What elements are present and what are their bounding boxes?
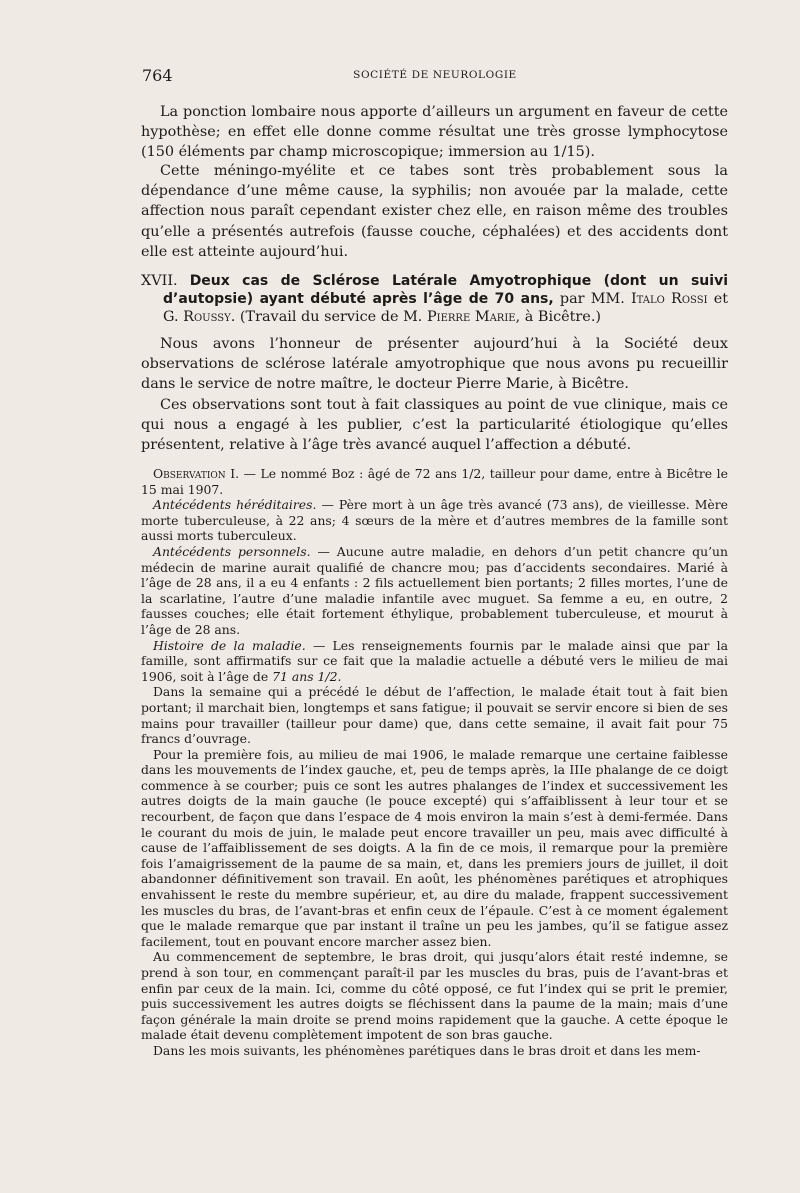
paragraph-lumbar-puncture: La ponction lombaire nous apporte d’ailleurs un argument en faveur de cette hypothèse; en effet elle donne comme résultat une très grosse lymphocytose (150 éléments par champ microscopique; immersion au 1/15). [141, 104, 728, 161]
personal-label: Antécédents personnels. [153, 543, 311, 559]
paragraph-intro: Nous avons l’honneur de présenter aujourd’hui à la Société deux observations de sclérose latérale amyotrophique que nous avons pu recueillir dans le service de notre maître, le docteur Pierre Marie, à Bicêtre. [141, 336, 728, 393]
paragraph-interest: Ces observations sont tout à fait classiques au point de vue clinique, mais ce qui nous a engagé à les publier, c’est la particularité étiologique qu’elles présentent, relative à l’âge très avancé auquel l’affection a débuté. [141, 396, 728, 454]
page-header [142, 66, 728, 88]
author-pierre-marie: Pierre Marie, [426, 309, 521, 325]
author-rossi: Italo Rossi [630, 291, 708, 307]
history-label: Histoire de la maladie. [153, 637, 306, 653]
observation-1: Observation I. — Le nommé Boz : âgé de 72 ans 1/2, tailleur pour dame, entre à Bicêtre le 15 mai 1907. Antécédents héréditaires. — Père mort à un âge très avancé (73 ans), de vieillesse. Mère morte tuberculeuse, à 22 ans; 4 sœurs de la mère et d’autres membres de la famille sont aussi morts tuberculeux. Antécédents personnels. — Aucune autre maladie, en dehors d’un petit chancre qu’un médecin de marine aurait qualifié de chancre mou; pas d’accidents secondaires. Marié à l’âge de 28 ans, il a eu 4 enfants : 2 fils actuellement bien portants; 2 filles mortes, l’une de la scarlatine, l’autre d’une maladie infantile avec muguet. Sa femme a eu, en outre, 2 fausses couches; elle était fortement éthylique, probablement tuberculeuse, et mourut à l’âge de 28 ans. Histoire de la maladie. — Les renseignements fournis par le malade ainsi que par la famille, sont affirmatifs sur ce fait que la maladie actuelle a débuté vers le milieu de mai 1906, soit à l’âge de 71 ans 1/2. Dans la semaine qui a précédé le début de l’affection, le malade était tout à fait bien portant; il marchait bien, longtemps et sans fatigue; il pouvait se servir encore si bien de ses mains pour travailler (tailleur pour dame) que, dans cette semaine, il avait fait pour 75 francs d’ouvrage. Pour la première fois, au milieu de mai 1906, le malade remarque une certaine faiblesse dans les mouvements de l’index gauche, et, peu de temps après, la IIIe phalange de ce doigt commence à se courber; puis ce sont les autres phalanges de l’index et successivement les autres doigts de la main gauche (le pouce excepté) qui s’affaiblissent à leur tour et se recourbent, de façon que dans l’espace de 4 mois environ la main s’est à demi-fermée. Dans le courant du mois de juin, le malade peut encore travailler un peu, mais avec difficulté à cause de l’affaiblissement de ses doigts. A la fin de ce mois, il remarque pour la première fois l’amaigrissement de la paume de sa main, et, dans les premiers jours de juillet, il doit abandonner définitivement son travail. En août, les phénomènes parétiques et atrophiques envahissent le reste du membre supérieur, et, au dire du malade, frappent successivement les muscles du bras, de l’avant-bras et enfin ceux de l’épaule. C’est à ce moment également que le malade remarque que par instant il traîne un peu les jambes, qu’il se fatigue assez facilement, tout en pouvant encore marcher assez bien. Au commencement de septembre, le bras droit, qui jusqu’alors était resté indemne, se prend à son tour, en commençant paraît-il par les muscles du bras, puis de l’avant-bras et enfin par ceux de la main. Ici, comme du côté opposé, ce fut l’index qui se prit le premier, puis successivement les autres doigts se fléchissent dans la paume de la main; mais d’une façon générale la main droite se prend moins rapidement que la gauche. A cette époque le malade était devenu complètement impotent de son bras gauche. Dans les mois suivants, les phénomènes parétiques dans le bras droit et dans les mem- [141, 466, 728, 1058]
article-heading: XVII. Deux cas de Sclérose Latérale Amyotrophique (dont un suivi d’autopsie) ayant débuté après l’âge de 70 ans, par MM. Italo Rossi et G. Roussy. (Travail du service de M. Pierre Marie, à Bicêtre.) [141, 273, 729, 325]
hereditary-label: Antécédents héréditaires. [153, 497, 317, 513]
observation-label: Observation I. [153, 466, 240, 481]
introduction [141, 334, 728, 455]
running-head: SOCIÉTÉ DE NEUROLOGIE [353, 69, 517, 81]
article-title: Deux cas de Sclérose Latérale Amyotrophique (dont un suivi d’autopsie) ayant débuté après l’âge de 70 ans, [163, 273, 728, 307]
paragraph-syphilis: Cette méningo-myélite et ce tabes sont très probablement sous la dépendance d’une même cause, la syphilis; non avouée par la malade, cette affection nous paraît cependant exister chez elle, en raison même des troubles qu’elle a présentés autrefois (fausse couche, céphalées) et des accidents dont elle est atteinte aujourd’hui. [141, 163, 728, 260]
page-number: 764 [142, 66, 173, 85]
article-number: XVII. [141, 273, 178, 289]
author-roussy: Roussy. [183, 309, 236, 325]
